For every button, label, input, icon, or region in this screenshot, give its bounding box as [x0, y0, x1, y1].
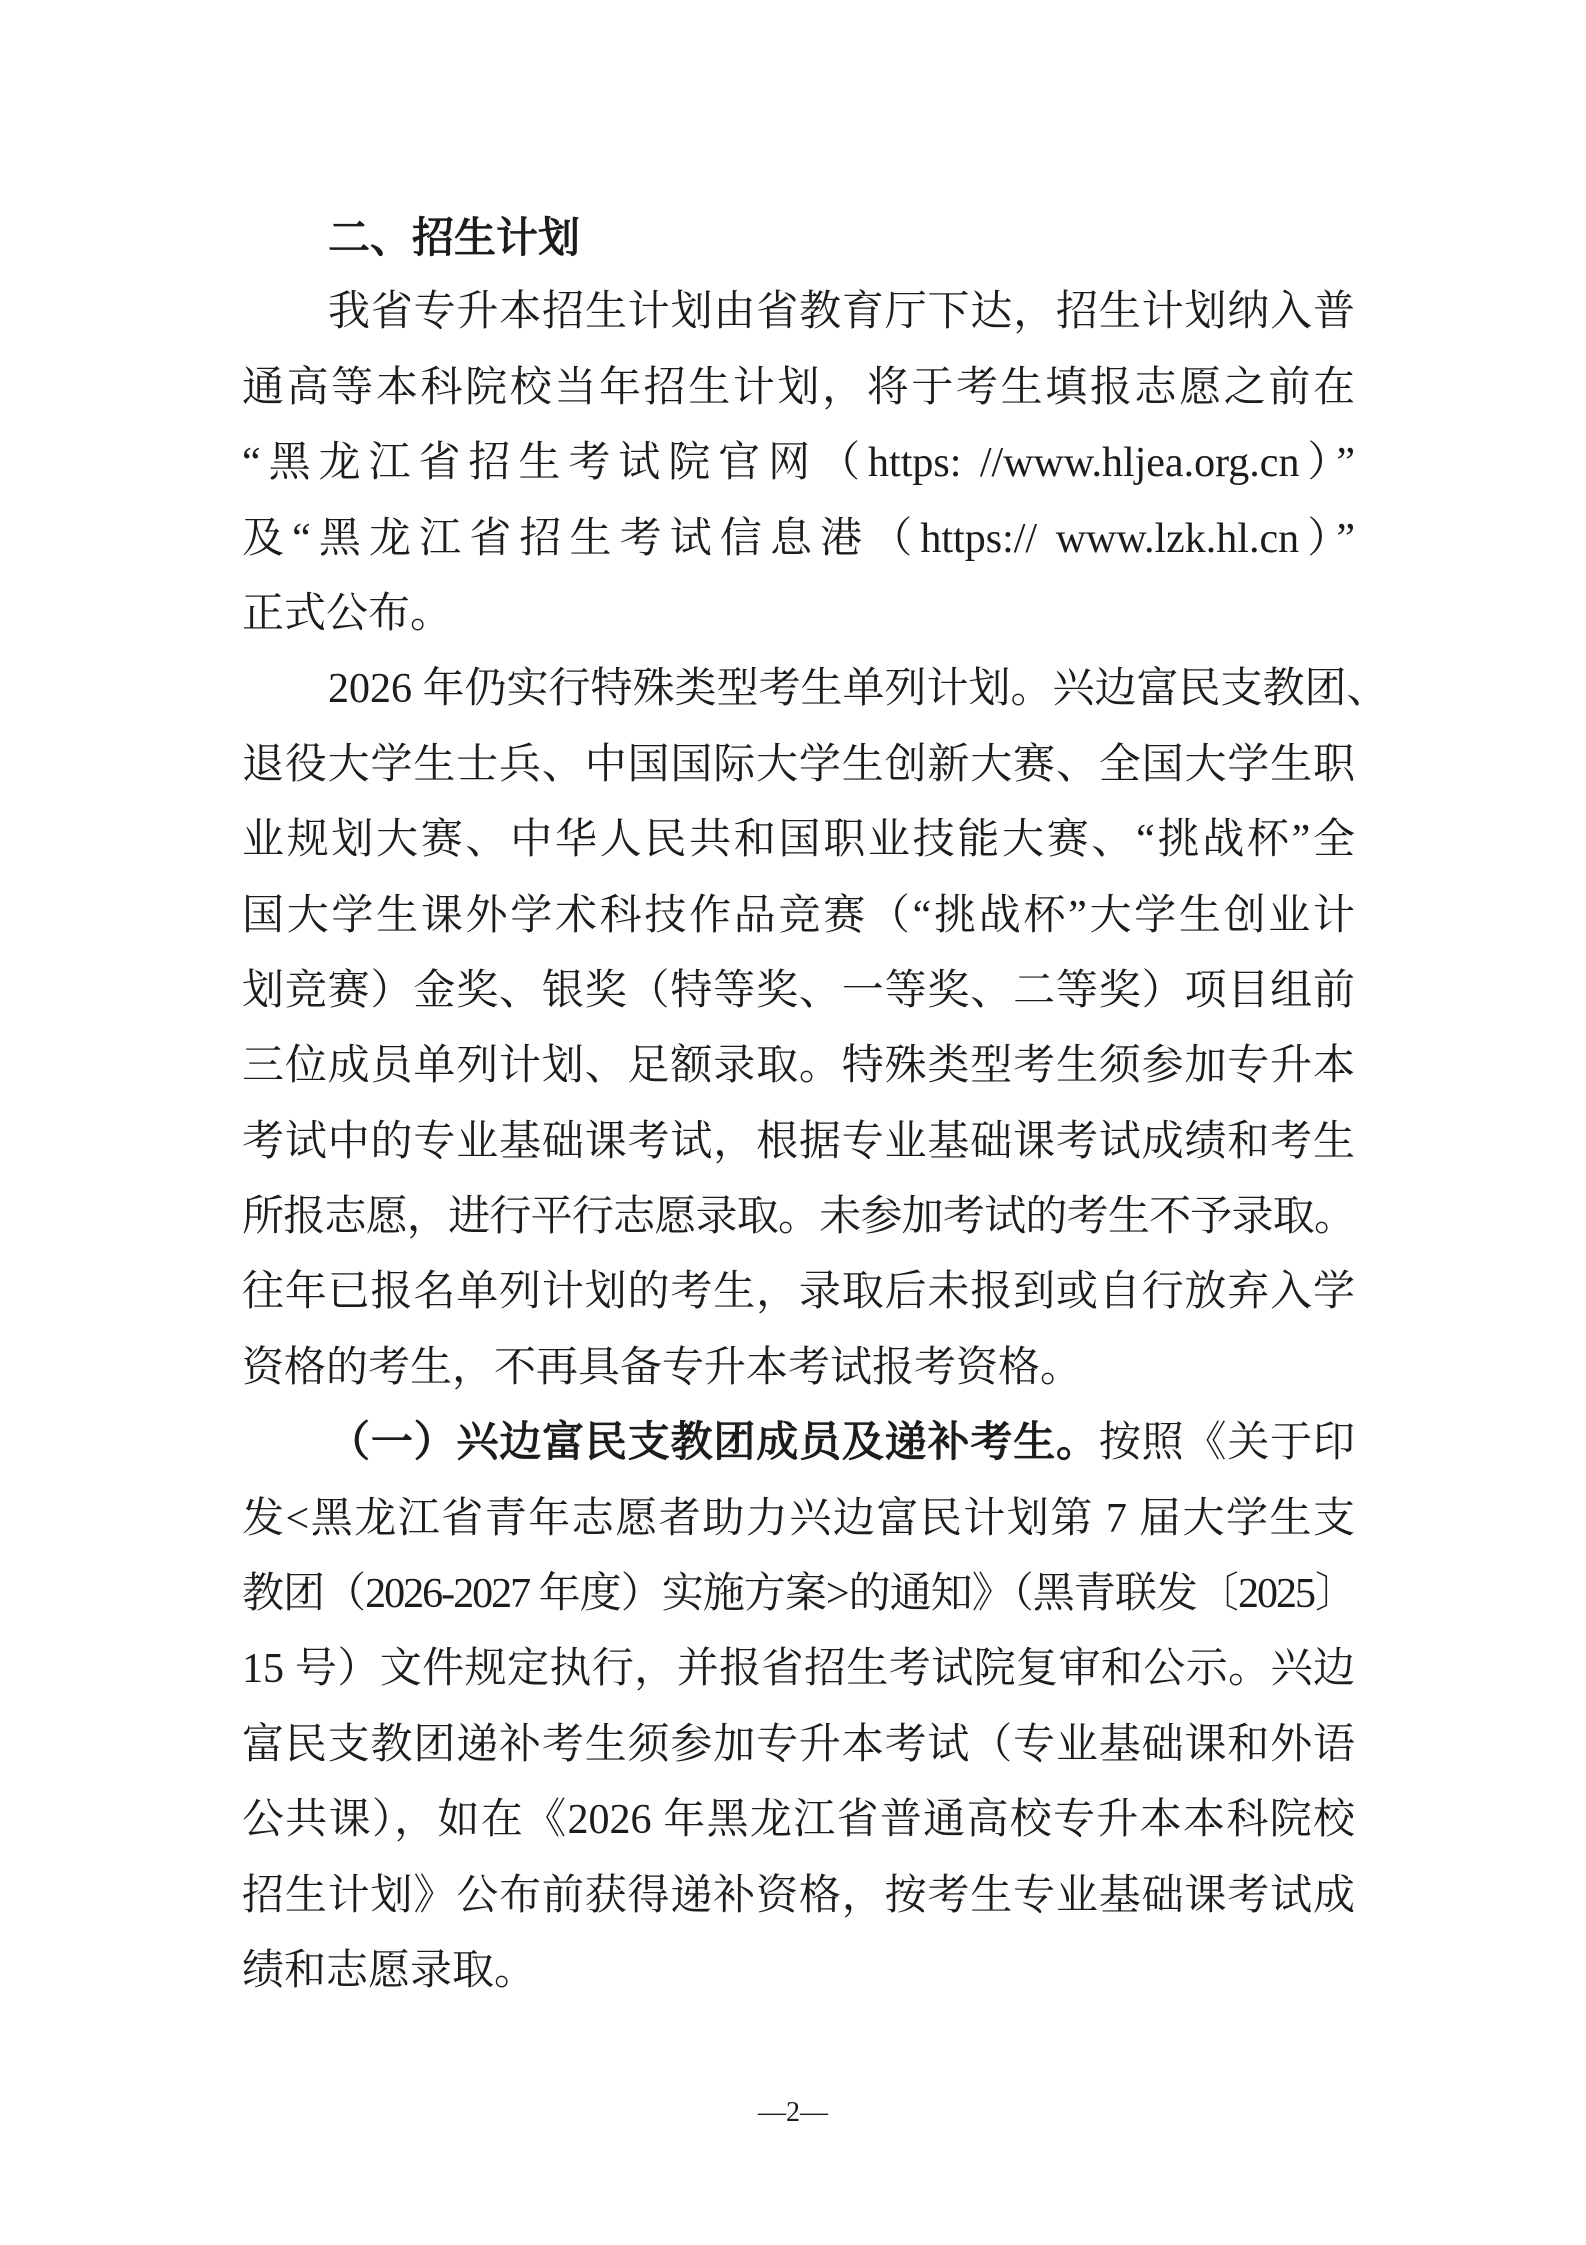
text-line: 教团（2026-2027 年度）实施方案>的通知》（黑青联发〔2025〕	[242, 1571, 1355, 1618]
text-line: 我省专升本招生计划由省教育厅下达，招生计划纳入普	[328, 289, 1355, 336]
page-number: —2—	[758, 2097, 828, 2128]
text-line	[242, 1406, 1355, 1481]
paragraph-volunteer-team	[242, 1406, 1355, 2009]
text-line: 公共课），如在《2026 年黑龙江省普通高校专升本本科院校	[242, 1797, 1355, 1844]
body-text	[242, 200, 1389, 2009]
text-line: 划竞赛）金奖、银奖（特等奖、一等奖、二等奖）项目组前	[242, 967, 1355, 1014]
text-line: 所报志愿，进行平行志愿录取。未参加考试的考生不予录取。	[242, 1194, 1355, 1241]
text-line: 绩和志愿录取。	[242, 1947, 537, 1994]
text-line: “黑龙江省招生考试院官网（https: //www.hljea.org.cn）”	[242, 440, 1355, 487]
text-line: 国大学生课外学术科技作品竞赛（“挑战杯”大学生创业计	[242, 892, 1355, 939]
paragraph-special-candidates	[242, 652, 1389, 1406]
text-line: 及“黑龙江省招生考试信息港（https:// www.lzk.hl.cn）”	[242, 515, 1355, 562]
text-line: 富民支教团递补考生须参加专升本考试（专业基础课和外语	[242, 1721, 1355, 1768]
text-line: 三位成员单列计划、足额录取。特殊类型考生须参加专升本	[242, 1043, 1355, 1090]
text-line: 通高等本科院校当年招生计划，将于考生填报志愿之前在	[242, 364, 1355, 411]
text-line: 退役大学生士兵、中国国际大学生创新大赛、全国大学生职	[242, 741, 1355, 788]
text-line: 正式公布。	[242, 590, 453, 637]
text-run: 按照《关于印	[1098, 1420, 1355, 1467]
text-line: 招生计划》公布前获得递补资格，按考生专业基础课考试成	[242, 1872, 1355, 1919]
text-line: 往年已报名单列计划的考生，录取后未报到或自行放弃入学	[242, 1269, 1355, 1316]
text-line: 15 号）文件规定执行，并报省招生考试院复审和公示。兴边	[242, 1646, 1355, 1693]
text-line: 2026 年仍实行特殊类型考生单列计划。兴边富民支教团、	[328, 666, 1389, 713]
paragraph-enrollment-plan	[242, 275, 1355, 652]
text-line: 考试中的专业基础课考试，根据专业基础课考试成绩和考生	[242, 1118, 1355, 1165]
section-heading: 二、招生计划	[328, 213, 581, 262]
text-line: 业规划大赛、中华人民共和国职业技能大赛、“挑战杯”全	[242, 817, 1355, 864]
text-line: 发<黑龙江省青年志愿者助力兴边富民计划第 7 届大学生支	[242, 1495, 1355, 1542]
text-line: 资格的考生，不再具备专升本考试报考资格。	[242, 1344, 1083, 1391]
subsection-title: （一）兴边富民支教团成员及递补考生。	[328, 1420, 1099, 1467]
